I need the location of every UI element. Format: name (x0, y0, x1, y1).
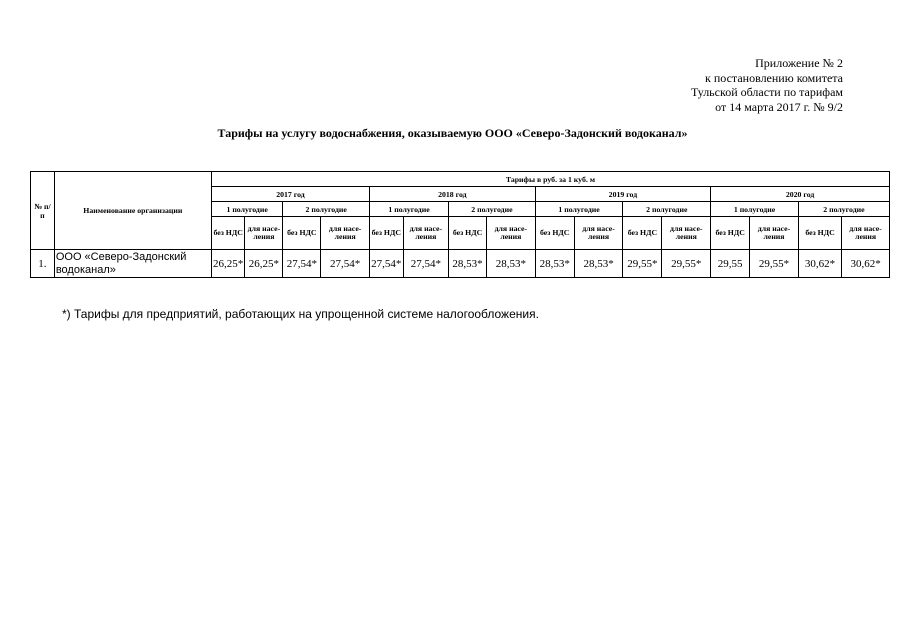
tariff-value: 29,55* (750, 250, 799, 278)
header-half: 2 полугодие (283, 202, 370, 217)
header-subcol: для насе-ления (321, 217, 370, 250)
tariff-value: 26,25* (211, 250, 245, 278)
header-subcol: для насе-ления (403, 217, 448, 250)
table-row (31, 250, 890, 278)
header-year: 2019 год (535, 187, 710, 202)
header-half: 2 полугодие (623, 202, 711, 217)
header-subcol: без НДС (535, 217, 574, 250)
header-half: 2 полугодие (449, 202, 536, 217)
header-year: 2017 год (211, 187, 369, 202)
tariff-value: 27,54* (283, 250, 321, 278)
header-subcol: для насе-ления (662, 217, 711, 250)
tariff-value: 26,25* (245, 250, 283, 278)
tariff-value: 28,53* (449, 250, 487, 278)
annex-block (691, 56, 843, 114)
header-subcol: для насе-ления (245, 217, 283, 250)
header-half: 1 полугодие (370, 202, 449, 217)
tariffs-table (30, 171, 890, 278)
header-tariffs: Тарифы в руб. за 1 куб. м (211, 172, 889, 187)
tariff-value: 30,62* (842, 250, 890, 278)
annex-line: Приложение № 2 (755, 56, 843, 70)
header-subcol: без НДС (449, 217, 487, 250)
footnote: *) Тарифы для предприятий, работающих на упрощенной системе налогообложения. (62, 307, 539, 321)
tariff-value: 27,54* (370, 250, 404, 278)
header-subcol: без НДС (211, 217, 245, 250)
header-subcol: для насе-ления (574, 217, 623, 250)
annex-line: Тульской области по тарифам (690, 85, 843, 99)
header-half: 1 полугодие (211, 202, 282, 217)
header-half: 2 полугодие (798, 202, 889, 217)
document-title: Тарифы на услугу водоснабжения, оказываемую ООО «Северо-Задонский водоканал» (217, 126, 688, 140)
header-year: 2018 год (370, 187, 536, 202)
header-half: 1 полугодие (711, 202, 799, 217)
header-subcol: для насе-ления (750, 217, 799, 250)
tariff-value: 30,62* (798, 250, 841, 278)
organization-name: ООО «Северо-Задонский водоканал» (54, 250, 211, 278)
tariff-value: 28,53* (535, 250, 574, 278)
header-subcol: без НДС (798, 217, 841, 250)
tariff-value: 28,53* (574, 250, 623, 278)
header-subcol: без НДС (711, 217, 750, 250)
tariff-value: 27,54* (403, 250, 448, 278)
annex-line: к постановлению комитета (705, 70, 843, 85)
header-subcol: без НДС (370, 217, 404, 250)
header-subcol: без НДС (283, 217, 321, 250)
tariff-value: 29,55 (711, 250, 750, 278)
annex-line: от 14 марта 2017 г. № 9/2 (715, 99, 843, 114)
tariff-value: 29,55* (623, 250, 662, 278)
header-subcol: для насе-ления (842, 217, 890, 250)
tariff-value: 27,54* (321, 250, 370, 278)
row-number: 1. (31, 250, 55, 278)
header-subcol: без НДС (623, 217, 662, 250)
header-year: 2020 год (711, 187, 890, 202)
tariff-value: 28,53* (486, 250, 535, 278)
header-subcol: для насе-ления (486, 217, 535, 250)
tariff-value: 29,55* (662, 250, 711, 278)
header-half: 1 полугодие (535, 202, 623, 217)
header-num: № п/п (31, 172, 55, 250)
header-organization: Наименование организации (54, 172, 211, 250)
